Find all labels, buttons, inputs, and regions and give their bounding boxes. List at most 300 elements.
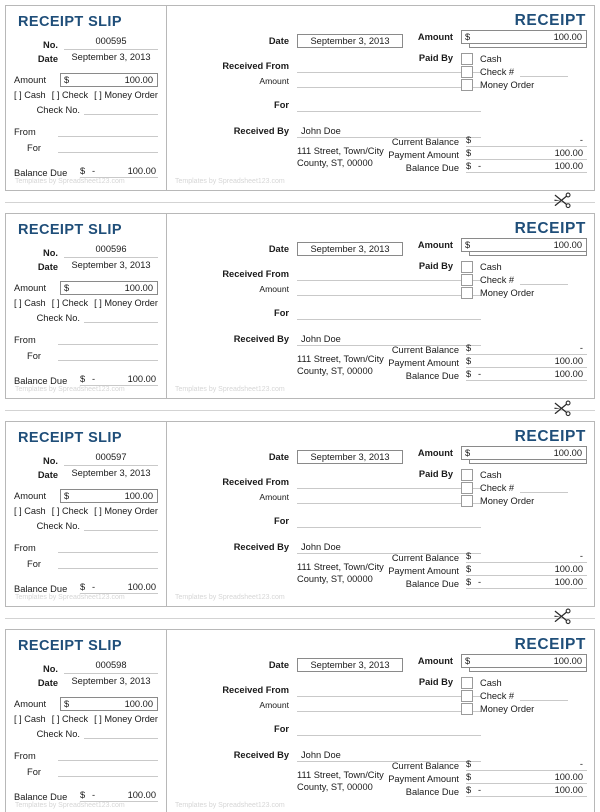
main-received-by-label: Received By bbox=[233, 749, 289, 760]
stub-from-label: From bbox=[14, 751, 36, 761]
stub-checkbox-cash[interactable]: [ ] Cash bbox=[14, 298, 46, 308]
paid-by-check-row bbox=[461, 481, 568, 494]
address-line-2: County, ST, 00000 bbox=[297, 782, 373, 792]
stub-checkbox-money-order[interactable]: [ ] Money Order bbox=[94, 90, 158, 100]
balance-due-dash: - bbox=[478, 785, 482, 795]
stub-checkbox-cash[interactable]: [ ] Cash bbox=[14, 714, 46, 724]
stub-from-input[interactable] bbox=[58, 748, 158, 761]
main-received-from-label: Received From bbox=[222, 268, 289, 279]
main-date-input[interactable]: September 3, 2013 bbox=[297, 34, 403, 48]
stub-amount-currency: $ bbox=[64, 699, 70, 709]
stub-from-row bbox=[14, 748, 158, 761]
main-amount-label: Amount bbox=[417, 656, 453, 666]
stub-spacer-2 bbox=[14, 117, 158, 124]
receipt-block bbox=[5, 5, 595, 213]
balance-due-label: Balance Due bbox=[405, 371, 459, 381]
stub-amount-input[interactable] bbox=[60, 697, 158, 711]
stub-title: RECEIPT SLIP bbox=[18, 222, 122, 238]
receipt-title: RECEIPT bbox=[514, 12, 586, 29]
stub-balance-currency: $ bbox=[80, 166, 86, 176]
stub-balance-currency: $ bbox=[80, 582, 86, 592]
balance-due-currency: $ bbox=[466, 577, 472, 587]
payment-amount-amount: 100.00 bbox=[554, 148, 583, 158]
main-for-row bbox=[174, 305, 587, 320]
checkbox-check[interactable] bbox=[461, 690, 473, 702]
cut-line-rule bbox=[5, 618, 595, 619]
stub-for-label: For bbox=[27, 351, 41, 361]
paid-by-cash-label: Cash bbox=[480, 469, 502, 480]
stub-no-label: No. bbox=[43, 40, 58, 50]
stub-for-row bbox=[14, 348, 158, 361]
current-balance-row bbox=[375, 343, 587, 355]
stub-spacer-2 bbox=[14, 533, 158, 540]
stub-from-row bbox=[14, 540, 158, 553]
stub-date-row bbox=[14, 468, 158, 480]
main-amount-label: Amount bbox=[417, 32, 453, 42]
stub-amount-input[interactable] bbox=[60, 73, 158, 87]
balance-due-label: Balance Due bbox=[405, 163, 459, 173]
cut-line-rule bbox=[5, 202, 595, 203]
address-line-2: County, ST, 00000 bbox=[297, 158, 373, 168]
check-number-input[interactable] bbox=[520, 275, 568, 285]
receipt-block bbox=[5, 421, 595, 629]
main-amount-small-label: Amount bbox=[259, 75, 289, 86]
main-received-from-label: Received From bbox=[222, 684, 289, 695]
stub-date-value[interactable]: September 3, 2013 bbox=[71, 676, 151, 686]
balance-due-dash: - bbox=[478, 369, 482, 379]
main-for-row bbox=[174, 513, 587, 528]
payment-amount-label: Payment Amount bbox=[388, 358, 459, 368]
stub-balance-dash: - bbox=[92, 582, 96, 592]
stub-balance-due-value[interactable] bbox=[80, 374, 158, 386]
stub-checkbox-cash[interactable]: [ ] Cash bbox=[14, 506, 46, 516]
paid-by-check-label: Check # bbox=[480, 66, 515, 77]
current-balance-amount: - bbox=[579, 135, 583, 145]
stub-balance-due-value[interactable] bbox=[80, 582, 158, 594]
stub-checkbox-cash[interactable]: [ ] Cash bbox=[14, 90, 46, 100]
checkbox-check[interactable] bbox=[461, 66, 473, 78]
stub-from-input[interactable] bbox=[58, 332, 158, 345]
balance-due-dash: - bbox=[478, 577, 482, 587]
payment-amount-amount: 100.00 bbox=[554, 564, 583, 574]
checkbox-cash[interactable] bbox=[461, 261, 473, 273]
paid-by-cash-row bbox=[461, 676, 568, 689]
main-received-by-label: Received By bbox=[233, 125, 289, 136]
receipt-main bbox=[167, 214, 594, 398]
main-amount-label: Amount bbox=[417, 448, 453, 458]
stub-date-row bbox=[14, 676, 158, 688]
paid-by-cash-label: Cash bbox=[480, 261, 502, 272]
current-balance-label: Current Balance bbox=[391, 345, 459, 355]
paid-by-check-row bbox=[461, 65, 568, 78]
stub-balance-due-value[interactable] bbox=[80, 166, 158, 178]
check-number-input[interactable] bbox=[520, 691, 568, 701]
main-paid-by-options bbox=[461, 468, 568, 507]
paid-by-money-order-label: Money Order bbox=[480, 495, 535, 506]
checkbox-money-order[interactable] bbox=[461, 287, 473, 299]
stub-check-no-label: Check No. bbox=[36, 105, 80, 115]
stub-from-input[interactable] bbox=[58, 540, 158, 553]
stub-from-label: From bbox=[14, 127, 36, 137]
receipt-stub bbox=[6, 630, 167, 812]
stub-from-row bbox=[14, 124, 158, 137]
stub-payment-type-row bbox=[14, 298, 158, 308]
balance-due-amount: 100.00 bbox=[554, 785, 583, 795]
main-for-input[interactable] bbox=[297, 721, 481, 736]
receipt-stub bbox=[6, 6, 167, 190]
main-for-input[interactable] bbox=[297, 97, 481, 112]
current-balance-value[interactable] bbox=[466, 343, 587, 355]
main-date-label: Date bbox=[268, 660, 289, 670]
stub-spacer-3 bbox=[14, 572, 158, 579]
payment-amount-row bbox=[375, 772, 587, 784]
balance-due-currency: $ bbox=[466, 369, 472, 379]
payment-amount-currency: $ bbox=[466, 772, 472, 782]
stub-spacer bbox=[14, 274, 158, 281]
address-line-1: 111 Street, Town/City bbox=[297, 770, 384, 780]
stub-for-input[interactable] bbox=[58, 764, 158, 777]
payment-amount-value[interactable] bbox=[466, 356, 587, 368]
checkbox-check[interactable] bbox=[461, 274, 473, 286]
stub-date-label: Date bbox=[37, 262, 58, 272]
stub-date-value[interactable]: September 3, 2013 bbox=[71, 260, 151, 270]
cut-line bbox=[5, 607, 595, 629]
check-number-input[interactable] bbox=[520, 483, 568, 493]
main-for-label: For bbox=[274, 723, 289, 734]
main-amount-input[interactable] bbox=[461, 30, 587, 44]
paid-by-check-label: Check # bbox=[480, 690, 515, 701]
payment-amount-amount: 100.00 bbox=[554, 356, 583, 366]
stub-check-no-label: Check No. bbox=[36, 313, 80, 323]
stub-watermark: Templates by Spreadsheet123.com bbox=[15, 386, 125, 393]
main-date-input[interactable]: September 3, 2013 bbox=[297, 450, 403, 464]
balance-due-label: Balance Due bbox=[405, 579, 459, 589]
checkbox-check[interactable] bbox=[461, 482, 473, 494]
payment-amount-row bbox=[375, 564, 587, 576]
main-amount-input[interactable] bbox=[461, 654, 587, 668]
stub-check-no-row bbox=[14, 310, 158, 323]
balance-due-value[interactable] bbox=[466, 785, 587, 797]
scissors-icon bbox=[551, 400, 573, 420]
stub-amount-row bbox=[14, 73, 158, 87]
cut-line bbox=[5, 191, 595, 213]
stub-checkbox-check[interactable]: [ ] Check bbox=[51, 90, 89, 100]
stub-date-label: Date bbox=[37, 678, 58, 688]
stub-date-label: Date bbox=[37, 470, 58, 480]
stub-balance-due-row bbox=[14, 582, 158, 594]
stub-watermark: Templates by Spreadsheet123.com bbox=[15, 594, 125, 601]
main-for-input[interactable] bbox=[297, 513, 481, 528]
stub-for-label: For bbox=[27, 559, 41, 569]
main-amount-small-label: Amount bbox=[259, 283, 289, 294]
main-paid-by-options bbox=[461, 260, 568, 299]
scissors-icon bbox=[551, 192, 573, 212]
current-balance-currency: $ bbox=[466, 343, 472, 353]
payment-amount-value[interactable] bbox=[466, 564, 587, 576]
receipt-main bbox=[167, 630, 594, 812]
stub-checkbox-money-order[interactable]: [ ] Money Order bbox=[94, 298, 158, 308]
stub-balance-amount: 100.00 bbox=[127, 166, 156, 176]
main-received-by-input[interactable]: John Doe bbox=[297, 331, 481, 346]
stub-amount-row bbox=[14, 697, 158, 711]
stub-for-row bbox=[14, 140, 158, 153]
stub-amount-currency: $ bbox=[64, 491, 70, 501]
stub-amount-value: 100.00 bbox=[124, 75, 153, 85]
paid-by-cash-label: Cash bbox=[480, 53, 502, 64]
stub-balance-currency: $ bbox=[80, 374, 86, 384]
receipts-container bbox=[5, 5, 595, 812]
main-amount-row bbox=[391, 446, 587, 460]
cut-line-rule bbox=[5, 410, 595, 411]
stub-spacer-2 bbox=[14, 741, 158, 748]
receipt-stub bbox=[6, 422, 167, 606]
main-date-label: Date bbox=[268, 36, 289, 46]
stub-checkbox-check[interactable]: [ ] Check bbox=[51, 298, 89, 308]
stub-checkbox-check[interactable]: [ ] Check bbox=[51, 714, 89, 724]
main-amount-row bbox=[391, 30, 587, 44]
checkbox-money-order[interactable] bbox=[461, 495, 473, 507]
main-received-by-label: Received By bbox=[233, 333, 289, 344]
checkbox-money-order[interactable] bbox=[461, 79, 473, 91]
stub-amount-currency: $ bbox=[64, 283, 70, 293]
stub-for-row bbox=[14, 764, 158, 777]
stub-check-no-label: Check No. bbox=[36, 521, 80, 531]
stub-no-value[interactable]: 000595 bbox=[64, 36, 158, 50]
stub-no-row bbox=[14, 660, 158, 674]
stub-balance-due-value[interactable] bbox=[80, 790, 158, 802]
stub-balance-dash: - bbox=[92, 166, 96, 176]
stub-checkbox-money-order[interactable]: [ ] Money Order bbox=[94, 506, 158, 516]
current-balance-currency: $ bbox=[466, 551, 472, 561]
balance-due-value[interactable] bbox=[466, 369, 587, 381]
main-paid-by-section bbox=[391, 52, 587, 91]
stub-check-no-input[interactable] bbox=[84, 310, 158, 323]
receipt-title: RECEIPT bbox=[514, 636, 586, 653]
receipt-block bbox=[5, 629, 595, 812]
address-line-1: 111 Street, Town/City bbox=[297, 354, 384, 364]
payment-amount-currency: $ bbox=[466, 356, 472, 366]
main-received-by-label: Received By bbox=[233, 541, 289, 552]
stub-amount-input[interactable] bbox=[60, 281, 158, 295]
balance-due-row bbox=[375, 577, 587, 589]
stub-date-value[interactable]: September 3, 2013 bbox=[71, 468, 151, 478]
stub-spacer-2 bbox=[14, 325, 158, 332]
balance-due-currency: $ bbox=[466, 785, 472, 795]
main-right-column bbox=[391, 446, 587, 507]
current-balance-value[interactable] bbox=[466, 135, 587, 147]
paid-by-money-order-row bbox=[461, 286, 568, 299]
stub-checkbox-check[interactable]: [ ] Check bbox=[51, 506, 89, 516]
payment-amount-label: Payment Amount bbox=[388, 566, 459, 576]
stub-for-input[interactable] bbox=[58, 348, 158, 361]
payment-amount-label: Payment Amount bbox=[388, 774, 459, 784]
address-line-2: County, ST, 00000 bbox=[297, 366, 373, 376]
main-amount-value: 100.00 bbox=[553, 240, 582, 250]
main-received-by-input[interactable]: John Doe bbox=[297, 747, 481, 762]
current-balance-label: Current Balance bbox=[391, 553, 459, 563]
stub-balance-due-row bbox=[14, 374, 158, 386]
main-amount-row bbox=[391, 238, 587, 252]
checkbox-cash[interactable] bbox=[461, 677, 473, 689]
receipt-title: RECEIPT bbox=[514, 428, 586, 445]
stub-checkbox-money-order[interactable]: [ ] Money Order bbox=[94, 714, 158, 724]
main-balance-block bbox=[375, 551, 587, 590]
current-balance-amount: - bbox=[579, 343, 583, 353]
paid-by-check-label: Check # bbox=[480, 274, 515, 285]
stub-for-label: For bbox=[27, 143, 41, 153]
paid-by-money-order-label: Money Order bbox=[480, 703, 535, 714]
balance-due-row bbox=[375, 161, 587, 173]
stub-no-label: No. bbox=[43, 248, 58, 258]
main-amount-input[interactable] bbox=[461, 238, 587, 252]
stub-from-row bbox=[14, 332, 158, 345]
receipt-card bbox=[5, 629, 595, 812]
balance-due-amount: 100.00 bbox=[554, 369, 583, 379]
address-line-1: 111 Street, Town/City bbox=[297, 562, 384, 572]
receipt-block bbox=[5, 213, 595, 421]
current-balance-amount: - bbox=[579, 759, 583, 769]
stub-spacer-3 bbox=[14, 156, 158, 163]
payment-amount-row bbox=[375, 356, 587, 368]
stub-amount-value: 100.00 bbox=[124, 699, 153, 709]
payment-amount-amount: 100.00 bbox=[554, 772, 583, 782]
main-paid-by-label: Paid By bbox=[418, 469, 453, 479]
stub-watermark: Templates by Spreadsheet123.com bbox=[15, 178, 125, 185]
stub-amount-label: Amount bbox=[14, 491, 47, 501]
stub-balance-amount: 100.00 bbox=[127, 374, 156, 384]
main-amount-small-label: Amount bbox=[259, 491, 289, 502]
check-number-input[interactable] bbox=[520, 67, 568, 77]
stub-balance-due-row bbox=[14, 790, 158, 802]
main-received-from-label: Received From bbox=[222, 60, 289, 71]
stub-no-value[interactable]: 000596 bbox=[64, 244, 158, 258]
current-balance-label: Current Balance bbox=[391, 761, 459, 771]
paid-by-money-order-label: Money Order bbox=[480, 79, 535, 90]
paid-by-cash-row bbox=[461, 52, 568, 65]
receipt-stub bbox=[6, 214, 167, 398]
main-paid-by-section bbox=[391, 676, 587, 715]
balance-due-row bbox=[375, 785, 587, 797]
stub-from-input[interactable] bbox=[58, 124, 158, 137]
current-balance-row bbox=[375, 759, 587, 771]
stub-check-no-input[interactable] bbox=[84, 726, 158, 739]
stub-for-input[interactable] bbox=[58, 556, 158, 569]
current-balance-value[interactable] bbox=[466, 551, 587, 563]
stub-amount-input[interactable] bbox=[60, 489, 158, 503]
main-paid-by-section bbox=[391, 468, 587, 507]
main-date-label: Date bbox=[268, 452, 289, 462]
address-line-1: 111 Street, Town/City bbox=[297, 146, 384, 156]
stub-date-value[interactable]: September 3, 2013 bbox=[71, 52, 151, 62]
stub-title: RECEIPT SLIP bbox=[18, 430, 122, 446]
balance-due-currency: $ bbox=[466, 161, 472, 171]
receipt-card bbox=[5, 213, 595, 399]
stub-from-label: From bbox=[14, 543, 36, 553]
stub-check-no-row bbox=[14, 102, 158, 115]
stub-watermark: Templates by Spreadsheet123.com bbox=[15, 802, 125, 809]
stub-for-input[interactable] bbox=[58, 140, 158, 153]
stub-check-no-input[interactable] bbox=[84, 102, 158, 115]
main-right-column bbox=[391, 238, 587, 299]
stub-from-label: From bbox=[14, 335, 36, 345]
stub-balance-due-label: Balance Due bbox=[14, 168, 68, 178]
current-balance-amount: - bbox=[579, 551, 583, 561]
stub-check-no-input[interactable] bbox=[84, 518, 158, 531]
current-balance-value[interactable] bbox=[466, 759, 587, 771]
main-for-input[interactable] bbox=[297, 305, 481, 320]
paid-by-money-order-label: Money Order bbox=[480, 287, 535, 298]
checkbox-money-order[interactable] bbox=[461, 703, 473, 715]
main-amount-currency: $ bbox=[465, 448, 471, 458]
scissors-icon bbox=[551, 608, 573, 628]
paid-by-cash-row bbox=[461, 260, 568, 273]
stub-no-value[interactable]: 000597 bbox=[64, 452, 158, 466]
main-watermark: Templates by Spreadsheet123.com bbox=[175, 178, 285, 185]
balance-due-value[interactable] bbox=[466, 161, 587, 173]
payment-amount-value[interactable] bbox=[466, 772, 587, 784]
main-for-row bbox=[174, 97, 587, 112]
main-paid-by-label: Paid By bbox=[418, 677, 453, 687]
main-amount-input[interactable] bbox=[461, 446, 587, 460]
stub-no-row bbox=[14, 36, 158, 50]
paid-by-cash-row bbox=[461, 468, 568, 481]
stub-date-label: Date bbox=[37, 54, 58, 64]
main-paid-by-label: Paid By bbox=[418, 261, 453, 271]
current-balance-label: Current Balance bbox=[391, 137, 459, 147]
paid-by-cash-label: Cash bbox=[480, 677, 502, 688]
balance-due-dash: - bbox=[478, 161, 482, 171]
main-date-input[interactable]: September 3, 2013 bbox=[297, 658, 403, 672]
payment-amount-label: Payment Amount bbox=[388, 150, 459, 160]
stub-no-value[interactable]: 000598 bbox=[64, 660, 158, 674]
main-amount-value: 100.00 bbox=[553, 448, 582, 458]
stub-balance-amount: 100.00 bbox=[127, 790, 156, 800]
current-balance-currency: $ bbox=[466, 759, 472, 769]
checkbox-cash[interactable] bbox=[461, 469, 473, 481]
receipt-title: RECEIPT bbox=[514, 220, 586, 237]
receipt-main bbox=[167, 6, 594, 190]
stub-spacer-3 bbox=[14, 364, 158, 371]
stub-balance-dash: - bbox=[92, 374, 96, 384]
stub-check-no-row bbox=[14, 518, 158, 531]
receipt-card bbox=[5, 421, 595, 607]
balance-due-value[interactable] bbox=[466, 577, 587, 589]
stub-balance-due-label: Balance Due bbox=[14, 584, 68, 594]
main-received-by-input[interactable]: John Doe bbox=[297, 539, 481, 554]
stub-balance-due-label: Balance Due bbox=[14, 376, 68, 386]
checkbox-cash[interactable] bbox=[461, 53, 473, 65]
main-amount-row bbox=[391, 654, 587, 668]
main-amount-value: 100.00 bbox=[553, 32, 582, 42]
main-received-by-input[interactable]: John Doe bbox=[297, 123, 481, 138]
stub-payment-type-row bbox=[14, 714, 158, 724]
receipt-card bbox=[5, 5, 595, 191]
main-right-column bbox=[391, 30, 587, 91]
stub-for-row bbox=[14, 556, 158, 569]
payment-amount-value[interactable] bbox=[466, 148, 587, 160]
paid-by-check-label: Check # bbox=[480, 482, 515, 493]
main-amount-currency: $ bbox=[465, 32, 471, 42]
main-balance-block bbox=[375, 135, 587, 174]
main-for-label: For bbox=[274, 515, 289, 526]
main-date-input[interactable]: September 3, 2013 bbox=[297, 242, 403, 256]
stub-spacer bbox=[14, 482, 158, 489]
main-amount-currency: $ bbox=[465, 240, 471, 250]
main-date-label: Date bbox=[268, 244, 289, 254]
address-line-2: County, ST, 00000 bbox=[297, 574, 373, 584]
main-paid-by-options bbox=[461, 676, 568, 715]
stub-amount-label: Amount bbox=[14, 283, 47, 293]
